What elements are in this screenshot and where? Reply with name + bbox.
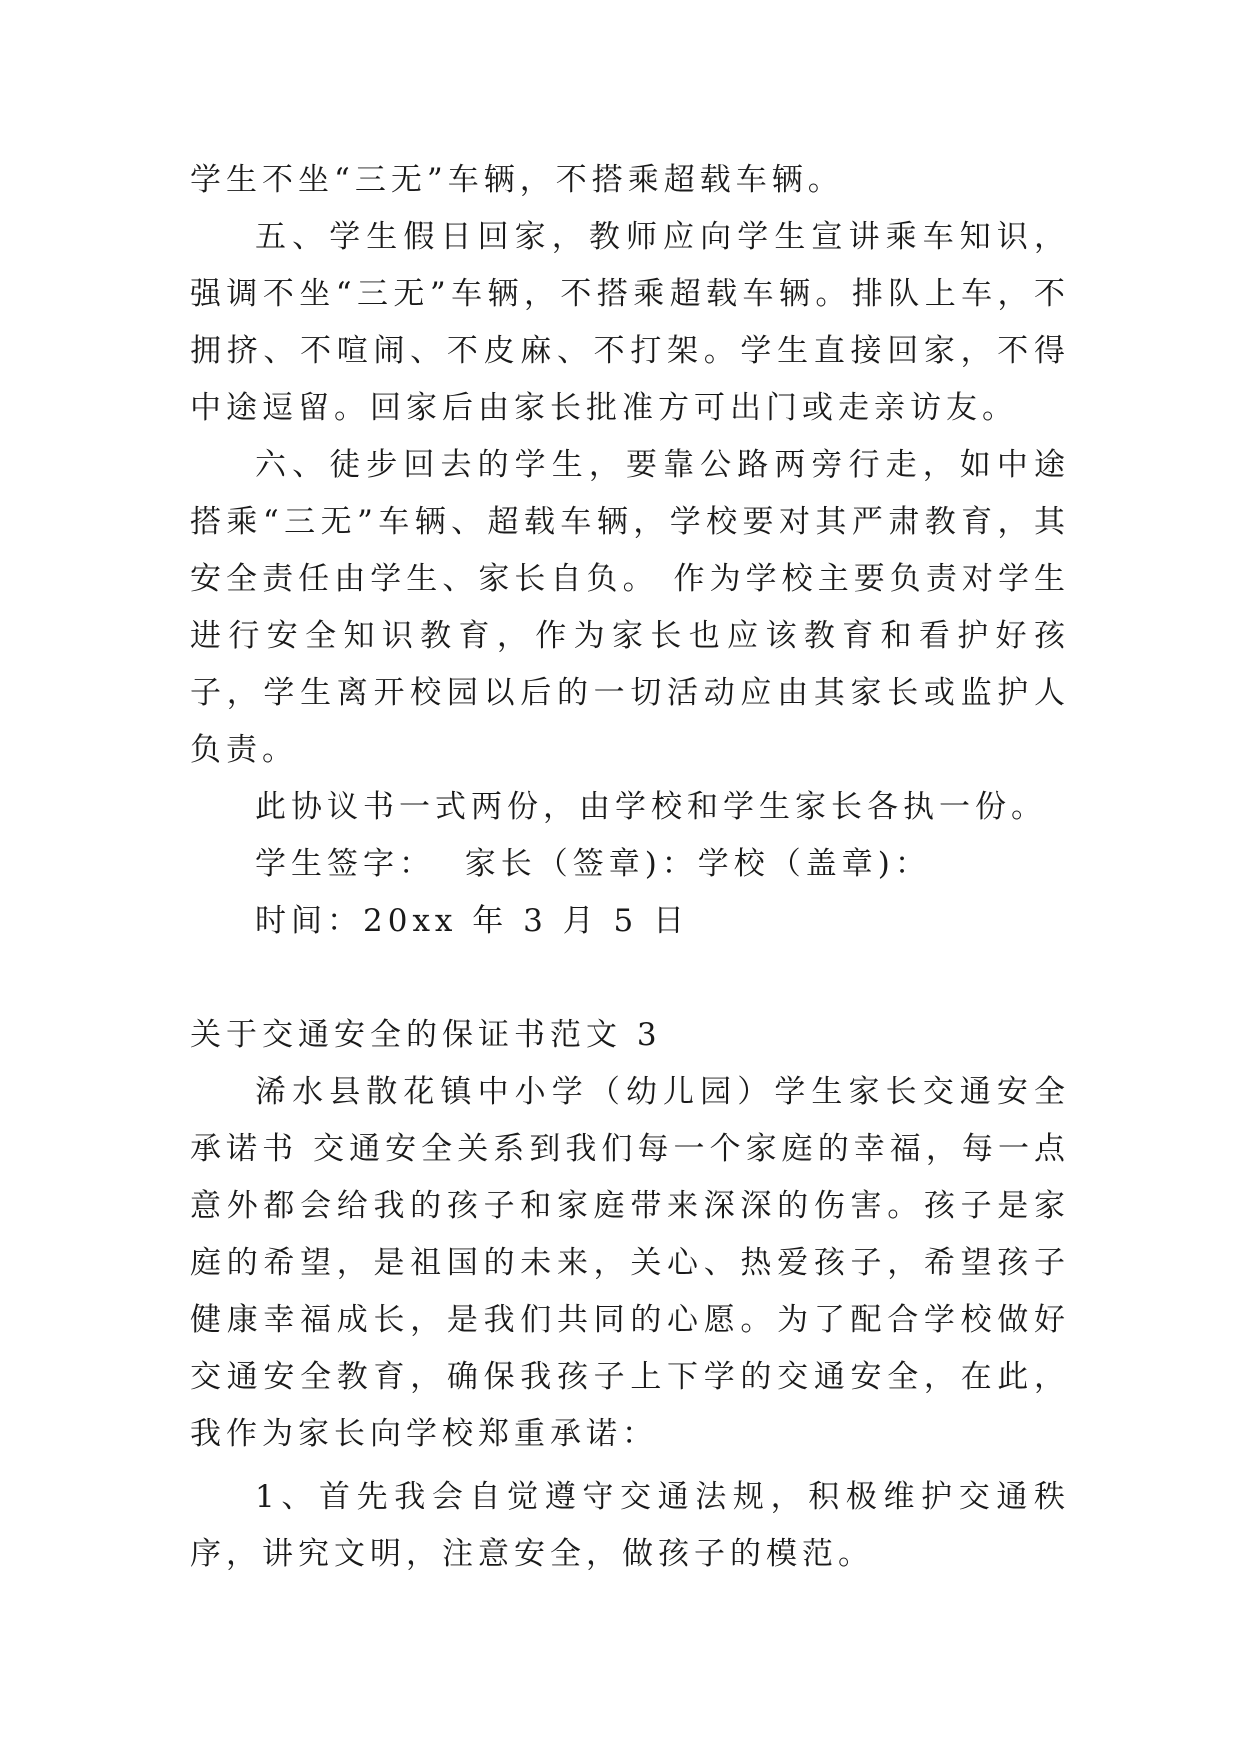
date-line: 时间：20xx 年 3 月 5 日 — [255, 903, 690, 939]
document-body — [190, 152, 1070, 1583]
paragraph-pledge-item-1: 1、首先我会自觉遵守交通法规，积极维护交通秩序，讲究文明，注意安全，做孩子的模范。 — [190, 1479, 1070, 1572]
section-heading: 关于交通安全的保证书范文 3 — [190, 1017, 662, 1053]
section-gap — [190, 950, 1070, 1007]
paragraph-pledge-intro: 浠水县散花镇中小学（幼儿园）学生家长交通安全承诺书 交通安全关系到我们每一个家庭的幸福，每一点意外都会给我的孩子和家庭带来深深的伤害。孩子是家庭的希望，是祖国的未来，关心、热爱孩子，希望孩子健康幸福成长，是我们共同的心愿。为了配合学校做好交通安全教育，确保我孩子上下学的交通安全，在此，我作为家长向学校郑重承诺： — [190, 1074, 1070, 1452]
signature-line: 学生签字： 家长（签章)：学校（盖章)： — [255, 846, 931, 882]
paragraph-continuation: 学生不坐“三无”车辆，不搭乘超载车辆。 — [190, 162, 844, 198]
paragraph-item-5: 五、学生假日回家，教师应向学生宣讲乘车知识，强调不坐“三无”车辆，不搭乘超载车辆。排队上车，不拥挤、不喧闹、不皮麻、不打架。学生直接回家，不得中途逗留。回家后由家长批准方可出门或走亲访友。 — [190, 219, 1070, 426]
paragraph-copies-note: 此协议书一式两份，由学校和学生家长各执一份。 — [255, 789, 1047, 825]
paragraph-item-6: 六、徒步回去的学生，要靠公路两旁行走，如中途搭乘“三无”车辆、超载车辆，学校要对其严肃教育，其安全责任由学生、家长自负。 作为学校主要负责对学生进行安全知识教育，作为家长也应该教育和看护好孩子，学生离开校园以后的一切活动应由其家长或监护人负责。 — [190, 447, 1070, 768]
